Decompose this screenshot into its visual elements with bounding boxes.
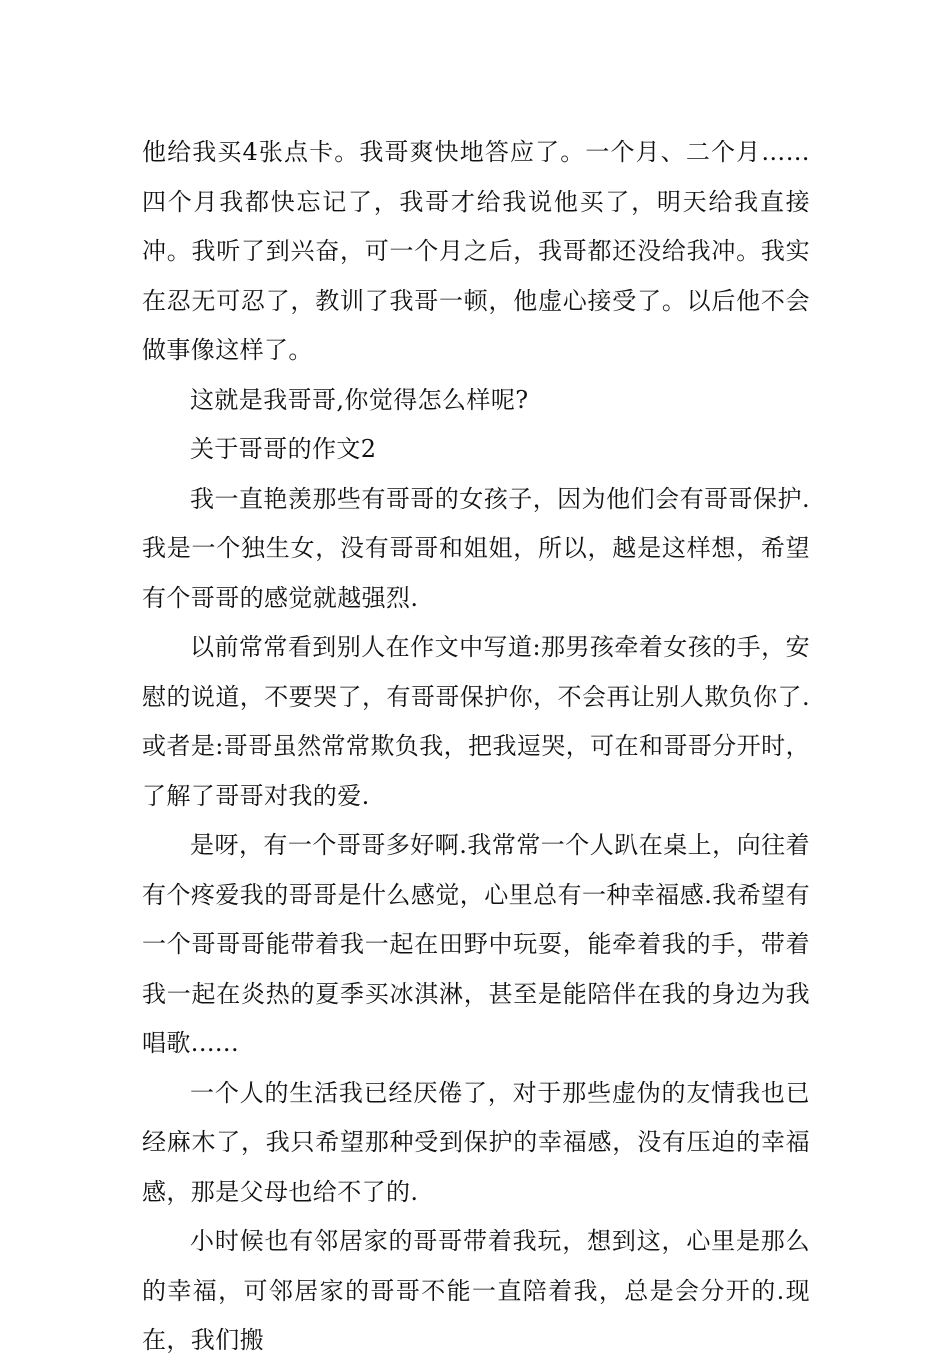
paragraph-5: 是呀，有一个哥哥多好啊.我常常一个人趴在桌上，向往着有个疼爱我的哥哥是什么感觉，心里总有一种幸福感.我希望有一个哥哥哥能带着我一起在田野中玩耍，能牵着我的手，带着我一起在炎热的夏季买冰淇淋，甚至是能陪伴在我的身边为我唱歌...... — [142, 831, 810, 1057]
paragraph-1: 他给我买4张点卡。我哥爽快地答应了。一个月、二个月……四个月我都快忘记了，我哥才给我说他买了，明天给我直接冲。我听了到兴奋，可一个月之后，我哥都还没给我冲。我实在忍无可忍了，教训了我哥一顿，他虚心接受了。以后他不会做事像这样了。 — [142, 138, 810, 364]
document-body — [142, 128, 810, 1366]
paragraph-4: 以前常常看到别人在作文中写道:那男孩牵着女孩的手，安慰的说道，不要哭了，有哥哥保护你，不会再让别人欺负你了.或者是:哥哥虽然常常欺负我，把我逗哭，可在和哥哥分开时，了解了哥哥对我的爱. — [142, 633, 810, 810]
paragraph-7: 小时候也有邻居家的哥哥带着我玩，想到这，心里是那么的幸福，可邻居家的哥哥不能一直陪着我，总是会分开的.现在，我们搬 — [142, 1227, 810, 1354]
paragraph-6: 一个人的生活我已经厌倦了，对于那些虚伪的友情我也已经麻木了，我只希望那种受到保护的幸福感，没有压迫的幸福感，那是父母也给不了的. — [142, 1078, 810, 1206]
essay-heading: 关于哥哥的作文2 — [190, 435, 377, 463]
paragraph-3: 我一直艳羡那些有哥哥的女孩子，因为他们会有哥哥保护.我是一个独生女，没有哥哥和姐姐，所以，越是这样想，希望有个哥哥的感觉就越强烈. — [142, 484, 810, 612]
paragraph-2: 这就是我哥哥,你觉得怎么样呢? — [190, 385, 529, 414]
